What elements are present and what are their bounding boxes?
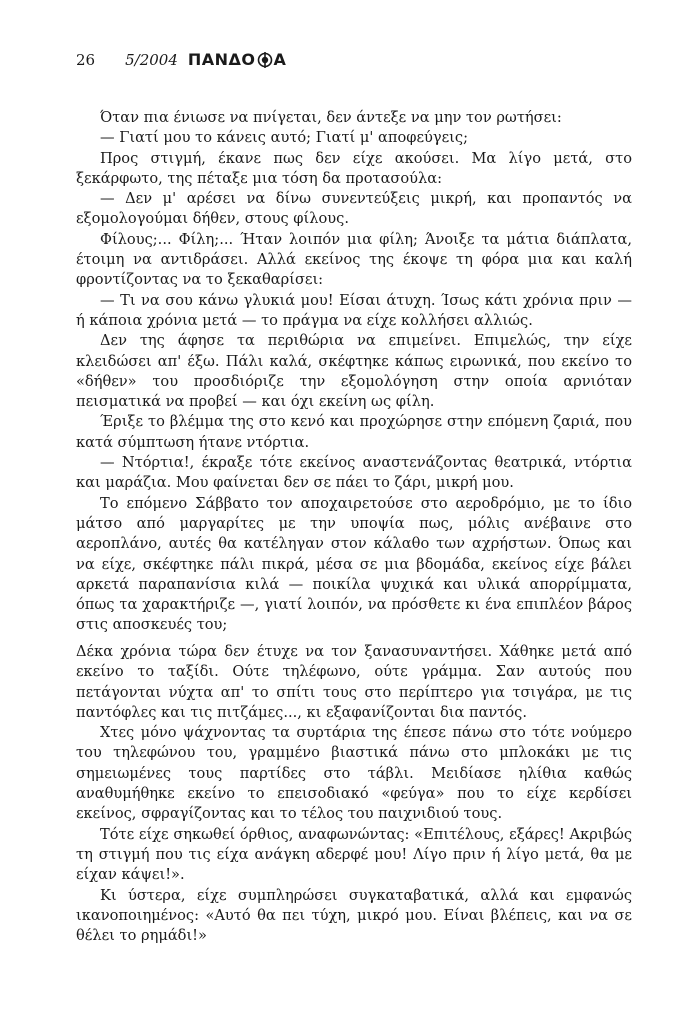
paragraph: — Τι να σου κάνω γλυκιά μου! Είσαι άτυχη. Ίσως κάτι χρόνια πριν — ή κάποια χρόνια μετά — το πράγμα να είχε κολλήσει αλλιώς. — [76, 291, 632, 329]
paragraph: — Δεν μ' αρέσει να δίνω συνεντεύξεις μικρή, και προπαντός να εξομολογούμαι δήθεν, στους φίλους. — [76, 190, 632, 228]
paragraph: Προς στιγμή, έκανε πως δεν είχε ακούσει. Μα λίγο μετά, στο ξεκάρφωτο, της πέταξε μια τόση δα προτασούλα: — [76, 149, 632, 187]
paragraph: Χτες μόνο ψάχνοντας τα συρτάρια της έπεσε πάνω στο τότε νούμερο του τηλεφώνου του, γραμμένο βιαστικά πάνω στο μπλοκάκι με τις σημειωμένες τους παρτίδες στο τάβλι. Μειδίασε ηλίθια καθώς αναθυμήθηκε εκείνο το επεισοδιακό «φεύγα» που το είχε κερδίσει εκείνος, σφραγίζοντας και το τέλος του παιχνιδιού τους. — [76, 724, 632, 823]
paragraph: Έριξε το βλέμμα της στο κενό και προχώρησε στην επόμενη ζαριά, που κατά σύμπτωση ήτανε ντόρτια. — [76, 413, 632, 451]
paragraph: Δεν της άφησε τα περιθώρια να επιμείνει. Επιμελώς, την είχε κλειδώσει απ' έξω. Πάλι καλά, σκέφτηκε κάπως ειρωνικά, που εκείνο το «δήθεν» του προσδιόριζε την εξομολόγηση στην οποία αρνιόταν πεισματικά να προβεί — και όχι εκείνη ως φίλη. — [76, 332, 632, 411]
page-number: 26 — [76, 50, 96, 69]
text-section-1 — [76, 108, 632, 636]
paragraph: Δέκα χρόνια τώρα δεν έτυχε να τον ξανασυναντήσει. Χάθηκε μετά από εκείνο το ταξίδι. Ούτε τηλέφωνο, ούτε γράμμα. Σαν αυτούς που πετάγονται νύχτα απ' το σπίτι τους στο περίπτερο για τσιγάρα, με τις παντόφλες και τις πιτζάμες..., κι εξαφανίζονται δια παντός. — [76, 643, 632, 721]
page-header — [76, 50, 286, 69]
pandora-emblem-icon — [257, 51, 273, 69]
magazine-logo — [188, 50, 287, 69]
paragraph: Φίλους;... Φίλη;... Ήταν λοιπόν μια φίλη; Άνοιξε τα μάτια διάπλατα, έτοιμη να αντιδράσει. Αλλά εκείνος της έκοψε τη φόρα μια και καλή φροντίζοντας να το ξεκαθαρίσει: — [76, 230, 632, 289]
logo-text-left: ΠΑΝΔΟ — [187, 50, 256, 69]
paragraph: Τότε είχε σηκωθεί όρθιος, αναφωνώντας: «Επιτέλους, εξάρες! Ακριβώς τη στιγμή που τις είχα ανάγκη αδερφέ μου! Λίγο πριν ή λίγο μετά, θα με είχαν κάψει!». — [76, 825, 632, 884]
paragraph: — Ντόρτια!, έκραξε τότε εκείνος αναστενάζοντας θεατρικά, ντόρτια και μαράζια. Μου φαίνεται δεν σε πάει το ζάρι, μικρή μου. — [76, 454, 632, 492]
paragraph: Κι ύστερα, είχε συμπληρώσει συγκαταβατικά, αλλά και εμφανώς ικανοποιημένος: «Αυτό θα πει τύχη, μικρό μου. Είναι βλέπεις, και να σε θέλει το ρημάδι!» — [76, 886, 632, 945]
logo-text-right: Α — [273, 50, 287, 69]
text-section-2 — [76, 642, 632, 946]
paragraph: Το επόμενο Σάββατο τον αποχαιρετούσε στο αεροδρόμιο, με το ίδιο μάτσο από μαργαρίτες με την υποψία πως, μόλις ανέβαινε στο αεροπλάνο, αυτές θα κατέληγαν στον κάλαθο των αχρήστων. Όπως και να είχε, σκέφτηκε πάλι πικρά, μέσα σε μια βδομάδα, εκείνος είχε βάλει αρκετά παραπανίσια κιλά — ποικίλα ψυχικά και υλικά απορρίμματα, όπως τα χαρακτήριζε —, γιατί λοιπόν, να πρόσθετε κι ένα επιπλέον βάρος στις αποσκευές του; — [76, 494, 632, 634]
paragraph: Όταν πια ένιωσε να πνίγεται, δεν άντεξε να μην τον ρωτήσει: — [100, 109, 562, 126]
issue-label: 5/2004 — [125, 50, 178, 69]
paragraph: — Γιατί μου το κάνεις αυτό; Γιατί μ' αποφεύγεις; — [100, 129, 468, 147]
